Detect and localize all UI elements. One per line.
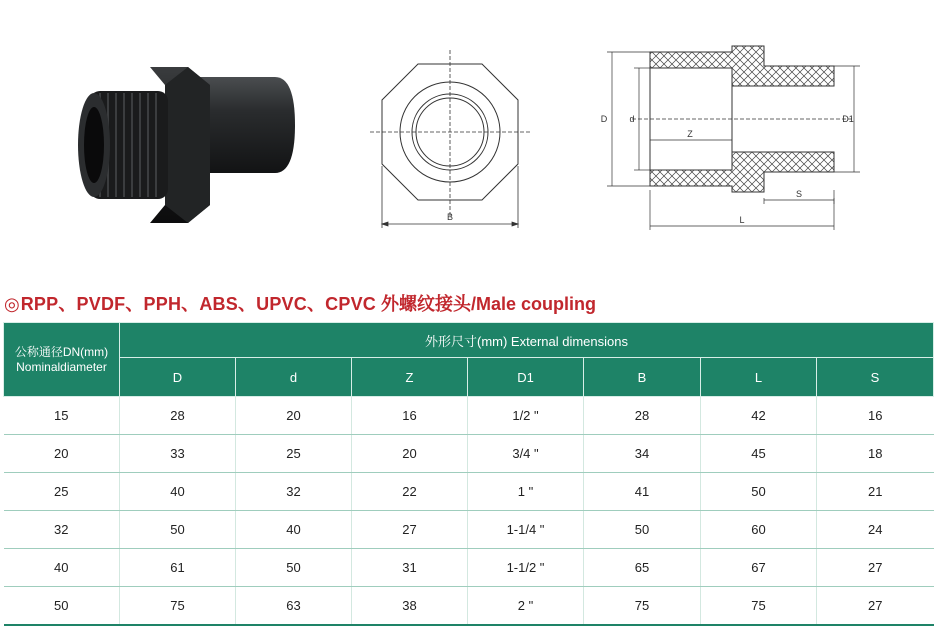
cell-b: 75 [584, 587, 701, 626]
external-dimensions-header: 外形尺寸(mm) External dimensions [120, 323, 934, 358]
col-header-b: B [584, 358, 701, 397]
cell-s: 18 [817, 435, 934, 473]
cell-d1: 1-1/2 " [468, 549, 584, 587]
cell-d1: 2 " [468, 587, 584, 626]
dim-s-label: S [795, 189, 803, 199]
cell-d-inner: 40 [236, 511, 352, 549]
product-title [4, 290, 596, 314]
table-row [4, 435, 934, 473]
title-name-en: /Male coupling [471, 294, 597, 314]
dim-b-label: B [446, 212, 454, 222]
dim-d-outer-label: D [600, 114, 608, 124]
dim-d1-label: D1 [842, 114, 854, 124]
cell-d-outer: 28 [120, 397, 236, 435]
cell-b: 65 [584, 549, 701, 587]
cell-l: 60 [701, 511, 817, 549]
col-header-l: L [701, 358, 817, 397]
cell-s: 16 [817, 397, 934, 435]
cell-l: 50 [701, 473, 817, 511]
cell-d1: 1/2 " [468, 397, 584, 435]
table-row [4, 473, 934, 511]
dn-header-en: Nominaldiameter [16, 359, 107, 374]
cell-b: 41 [584, 473, 701, 511]
dim-l-label: L [739, 215, 745, 225]
spec-table [3, 322, 934, 626]
table-row [4, 587, 934, 626]
cell-d-inner: 20 [236, 397, 352, 435]
cell-l: 42 [701, 397, 817, 435]
dn-header-cn: 公称通径DN(mm) [14, 344, 109, 359]
cell-z: 27 [352, 511, 468, 549]
cell-dn: 20 [4, 435, 120, 473]
cell-d-outer: 40 [120, 473, 236, 511]
cell-l: 67 [701, 549, 817, 587]
cell-s: 21 [817, 473, 934, 511]
col-header-d-inner: d [236, 358, 352, 397]
cell-b: 34 [584, 435, 701, 473]
col-header-d-outer: D [120, 358, 236, 397]
cell-z: 16 [352, 397, 468, 435]
cell-dn: 32 [4, 511, 120, 549]
cell-dn: 15 [4, 397, 120, 435]
cell-d1: 1 " [468, 473, 584, 511]
cell-d-outer: 61 [120, 549, 236, 587]
cell-s: 27 [817, 587, 934, 626]
cell-dn: 40 [4, 549, 120, 587]
cell-d-outer: 75 [120, 587, 236, 626]
cell-d-outer: 33 [120, 435, 236, 473]
cell-z: 22 [352, 473, 468, 511]
table-group-header-row [4, 323, 934, 358]
product-photo [70, 55, 300, 230]
cell-d-outer: 50 [120, 511, 236, 549]
cell-b: 28 [584, 397, 701, 435]
cell-d-inner: 25 [236, 435, 352, 473]
cell-z: 38 [352, 587, 468, 626]
cell-d-inner: 63 [236, 587, 352, 626]
cell-d1: 3/4 " [468, 435, 584, 473]
col-header-d1: D1 [468, 358, 584, 397]
cell-b: 50 [584, 511, 701, 549]
section-drawing [592, 40, 872, 235]
circle-mark-icon: ◎ [4, 294, 20, 314]
cell-z: 31 [352, 549, 468, 587]
col-header-z: Z [352, 358, 468, 397]
cell-l: 75 [701, 587, 817, 626]
end-view-drawing [370, 50, 530, 235]
table-row [4, 511, 934, 549]
cell-s: 27 [817, 549, 934, 587]
title-name-cn: 外螺纹接头 [381, 294, 471, 314]
cell-s: 24 [817, 511, 934, 549]
table-column-header-row [4, 358, 934, 397]
cell-d-inner: 32 [236, 473, 352, 511]
cell-dn: 50 [4, 587, 120, 626]
title-materials: RPP、PVDF、PPH、ABS、UPVC、CPVC [20, 294, 376, 314]
cell-dn: 25 [4, 473, 120, 511]
table-row [4, 549, 934, 587]
cell-z: 20 [352, 435, 468, 473]
cell-l: 45 [701, 435, 817, 473]
col-header-s: S [817, 358, 934, 397]
cell-d-inner: 50 [236, 549, 352, 587]
dim-d-inner-label: d [629, 114, 635, 124]
dim-z-label: Z [687, 129, 693, 139]
cell-d1: 1-1/4 " [468, 511, 584, 549]
table-row [4, 397, 934, 435]
dn-header [4, 323, 120, 397]
